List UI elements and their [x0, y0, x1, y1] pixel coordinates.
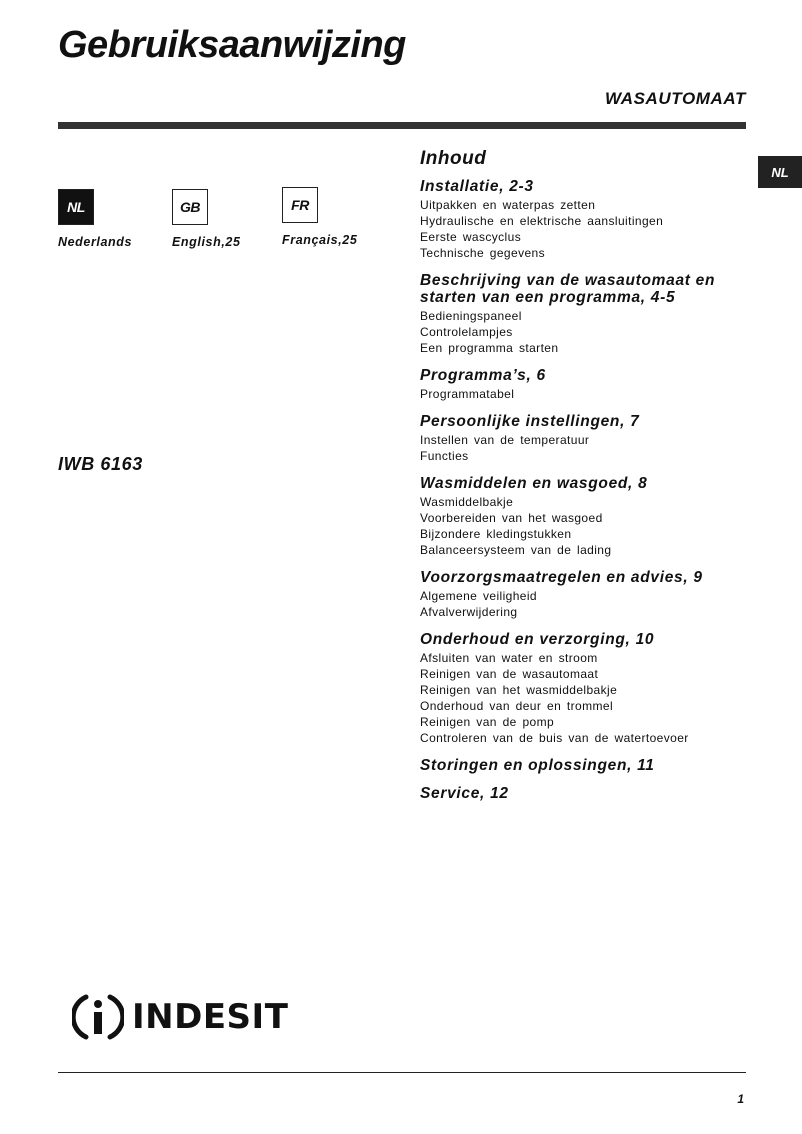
language-code-gb: GB — [172, 189, 208, 225]
language-label-fr: Français,25 — [282, 233, 358, 247]
indesit-logo-icon — [72, 993, 124, 1041]
toc-section-title[interactable]: Onderhoud en verzorging, 10 — [420, 631, 655, 648]
toc-item[interactable]: Reinigen van de pomp — [420, 715, 555, 729]
toc-item[interactable]: Bijzondere kledingstukken — [420, 527, 572, 541]
toc-item[interactable]: Een programma starten — [420, 341, 559, 355]
product-type: WASAUTOMAAT — [604, 89, 746, 108]
language-label-nl: Nederlands — [58, 235, 133, 249]
toc-section — [420, 367, 750, 402]
toc-item[interactable]: Programmatabel — [420, 387, 515, 401]
toc-section-title[interactable]: Wasmiddelen en wasgoed, 8 — [420, 475, 648, 492]
toc-item[interactable]: Uitpakken en waterpas zetten — [420, 198, 596, 212]
top-divider — [58, 122, 746, 129]
toc-item[interactable]: Onderhoud van deur en trommel — [420, 699, 614, 713]
toc-section — [420, 785, 750, 802]
table-of-contents — [420, 148, 750, 813]
toc-item[interactable]: Wasmiddelbakje — [420, 495, 514, 509]
language-code-nl: NL — [58, 189, 94, 225]
toc-section — [420, 475, 750, 558]
toc-item[interactable]: Technische gegevens — [420, 246, 546, 260]
language-gb[interactable] — [172, 189, 241, 249]
toc-item[interactable]: Algemene veiligheid — [420, 589, 538, 603]
toc-item[interactable]: Instellen van de temperatuur — [420, 433, 590, 447]
toc-item[interactable]: Controlelampjes — [420, 325, 513, 339]
toc-item[interactable]: Afsluiten van water en stroom — [420, 651, 598, 665]
toc-item[interactable]: Bedieningspaneel — [420, 309, 522, 323]
toc-section-title[interactable]: Programma’s, 6 — [420, 367, 546, 384]
toc-item[interactable]: Voorbereiden van het wasgoed — [420, 511, 603, 525]
bottom-divider — [58, 1072, 746, 1073]
language-fr[interactable] — [282, 187, 357, 247]
toc-item[interactable]: Functies — [420, 449, 469, 463]
toc-section — [420, 569, 750, 620]
toc-item[interactable]: Balanceersysteem van de lading — [420, 543, 612, 557]
document-title: Gebruiksaanwijzing — [58, 24, 406, 66]
toc-section — [420, 631, 750, 746]
language-nl[interactable] — [58, 189, 132, 249]
toc-section — [420, 178, 750, 261]
toc-item[interactable]: Hydraulische en elektrische aansluitingen — [420, 214, 664, 228]
toc-section-title[interactable]: Beschrijving van de wasautomaat en starten van een programma, 4-5 — [420, 272, 716, 306]
toc-section — [420, 272, 750, 356]
toc-section — [420, 757, 750, 774]
language-side-tab: NL — [758, 156, 802, 188]
toc-item[interactable]: Afvalverwijdering — [420, 605, 518, 619]
toc-section-title[interactable]: Service, 12 — [420, 785, 509, 802]
toc-item[interactable]: Controleren van de buis van de watertoevoer — [420, 731, 689, 745]
toc-item[interactable]: Reinigen van het wasmiddelbakje — [420, 683, 618, 697]
toc-section-title[interactable]: Storingen en oplossingen, 11 — [420, 757, 655, 774]
brand-name: INDESIT — [132, 997, 289, 1037]
toc-section — [420, 413, 750, 464]
brand-logo — [72, 993, 288, 1041]
toc-sections — [420, 178, 750, 802]
language-label-gb: English,25 — [172, 235, 241, 249]
page-number: 1 — [737, 1092, 744, 1106]
toc-section-title[interactable]: Installatie, 2-3 — [420, 178, 534, 195]
toc-section-title[interactable]: Voorzorgsmaatregelen en advies, 9 — [420, 569, 703, 586]
toc-heading: Inhoud — [420, 148, 487, 169]
toc-item[interactable]: Reinigen van de wasautomaat — [420, 667, 599, 681]
model-number: IWB 6163 — [58, 454, 143, 474]
toc-item[interactable]: Eerste wascyclus — [420, 230, 522, 244]
toc-section-title[interactable]: Persoonlijke instellingen, 7 — [420, 413, 640, 430]
language-code-fr: FR — [282, 187, 318, 223]
